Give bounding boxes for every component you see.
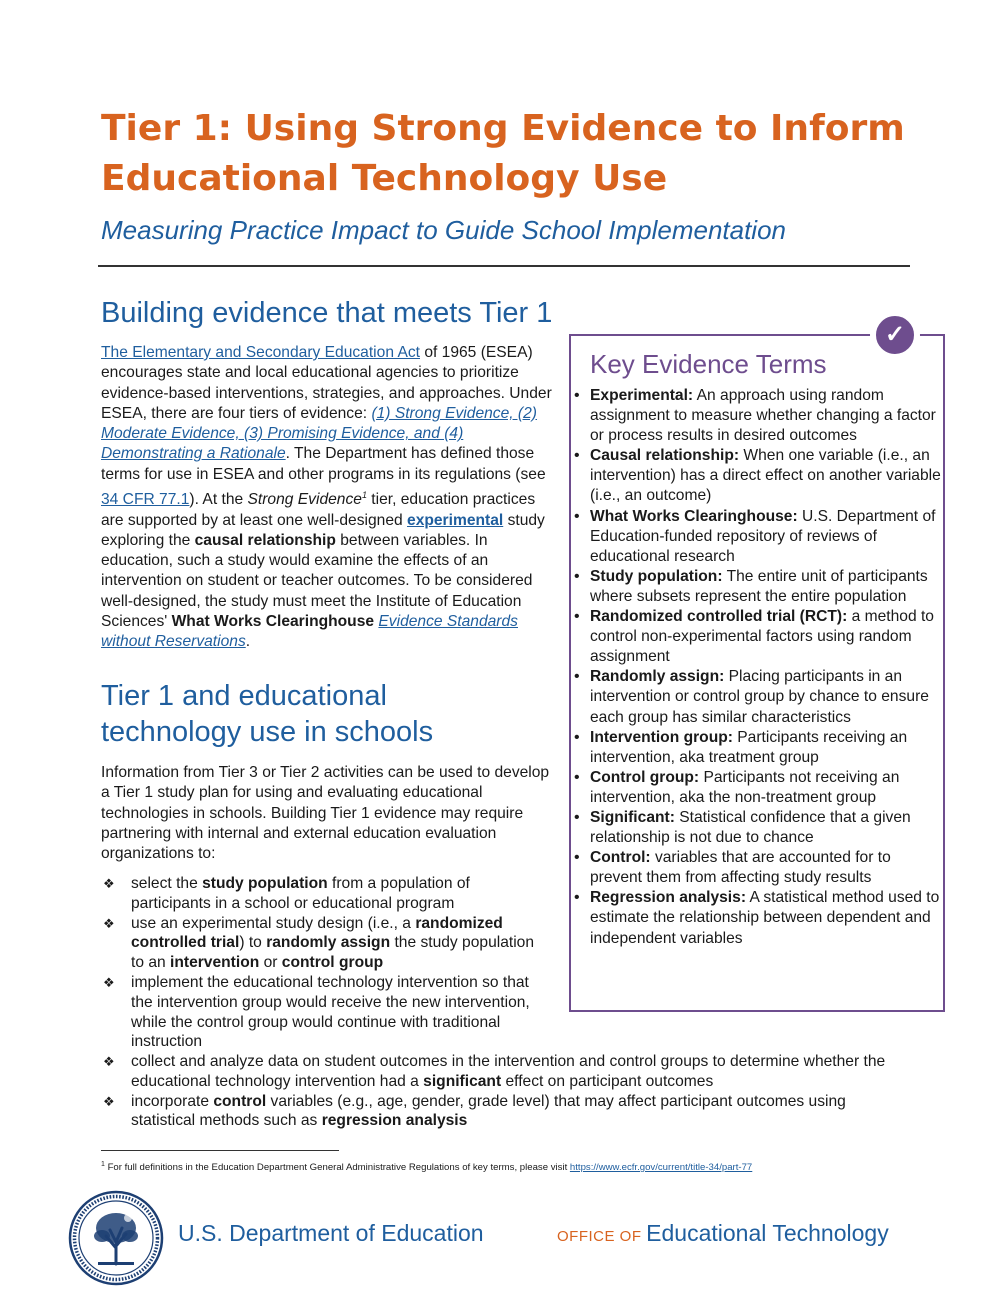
list-item	[574, 808, 944, 848]
bullet-term: regression analysis	[321, 1112, 468, 1130]
bullet-diamond-icon: ❖	[103, 915, 115, 931]
bullet-term: study population	[202, 875, 328, 892]
bullet-diamond-icon: ❖	[103, 974, 115, 990]
checkmark-icon: ✓	[870, 310, 920, 360]
term-definition: U.S. Department of Education-funded repository of reviews of educational research	[590, 507, 936, 565]
term-name: Significant:	[590, 808, 675, 826]
section1-text-6: between variables. In education, such a study would examine the effects of an intervention on student or teacher outcomes. To be considered well-designed, the study must meet the Institute of Education Sciences'	[101, 531, 533, 631]
term-definition: a method to control non-experimental factors using random assignment	[590, 608, 934, 666]
section2-heading-line2: technology use in schools	[101, 716, 434, 748]
bullet-text: use an experimental study design (i.e., a	[131, 914, 416, 932]
term-definition: Participants receiving an intervention, aka treatment group	[590, 728, 908, 766]
wwc-term: What Works Clearinghouse	[171, 613, 375, 631]
section1-text-5: study exploring the	[101, 511, 545, 549]
section1-text-1: of 1965 (ESEA) encourages state and local educational agencies to prioritize evidence-based interventions, strategies, and approaches. Under ESEA, there are four tiers of evidence:	[101, 344, 552, 422]
term-name: Intervention group:	[590, 728, 733, 746]
bullet-text: select the	[131, 875, 203, 892]
term-name: Randomly assign:	[590, 668, 725, 686]
bullet-diamond-icon: ❖	[103, 1054, 115, 1069]
term-name: Randomized controlled trial (RCT):	[590, 608, 848, 626]
page-title	[101, 104, 921, 204]
bullet-diamond-icon: ❖	[103, 876, 115, 891]
section2-bullet-list-bottom	[101, 1052, 901, 1131]
list-item	[101, 973, 541, 1052]
bullet-term: intervention	[170, 954, 260, 972]
footnote	[101, 1161, 752, 1173]
list-item	[574, 888, 944, 948]
bullet-diamond-icon: ❖	[103, 1093, 115, 1109]
bullet-term: control group	[281, 954, 384, 972]
term-definition: Participants not receiving an intervention, aka the non-treatment group	[590, 768, 900, 806]
strong-evidence-term: Strong Evidence	[247, 491, 362, 509]
section1-text-4: tier, education practices are supported by at least one well-designed	[101, 491, 536, 529]
term-name: Regression analysis:	[590, 889, 747, 907]
term-name: Experimental:	[590, 387, 694, 404]
bullet-text: variables (e.g., age, gender, grade level) that may affect participant outcomes using statistical methods such as	[131, 1092, 846, 1130]
esea-link[interactable]: The Elementary and Secondary Education Act	[101, 344, 420, 361]
experimental-link[interactable]: experimental	[407, 511, 504, 529]
bullet-text: ) to	[239, 934, 267, 952]
section1-heading: Building evidence that meets Tier 1	[101, 297, 553, 329]
bullet-text: implement the educational technology intervention so that the intervention group would receive the new intervention, while the control group would continue with traditional instruction	[131, 973, 530, 1051]
bullet-text: or	[259, 954, 282, 972]
bullet-term: randomly assign	[266, 934, 391, 952]
section1-text-2: . The Department has defined those terms for use in ESEA and other programs in its regulations (see	[101, 445, 546, 483]
bullet-term: significant	[423, 1072, 502, 1090]
list-item	[574, 667, 944, 727]
term-name: Causal relationship:	[590, 447, 740, 465]
list-item	[574, 768, 944, 808]
term-definition: The entire unit of participants where subsets represent the entire population	[590, 567, 928, 605]
term-definition: variables that are accounted for to prevent them from affecting study results	[590, 849, 891, 887]
header-divider	[98, 265, 910, 267]
page-title-line2: Educational Technology Use	[101, 158, 668, 199]
office-title: Educational Technology	[646, 1220, 889, 1246]
list-item	[101, 1092, 901, 1132]
section1-text-3: ). At the	[189, 491, 248, 509]
footnote-marker: 1	[361, 490, 367, 501]
list-item	[574, 728, 944, 768]
list-item	[101, 914, 541, 973]
list-item	[574, 567, 944, 607]
term-definition: Statistical confidence that a given relationship is not due to chance	[590, 808, 911, 847]
page-title-line1: Tier 1: Using Strong Evidence to Inform	[101, 108, 905, 149]
page-subtitle: Measuring Practice Impact to Guide School Implementation	[101, 215, 787, 245]
bullet-text: effect on participant outcomes	[501, 1072, 714, 1090]
section2-heading	[101, 678, 433, 750]
term-name: What Works Clearinghouse:	[590, 507, 798, 525]
bullet-text: from a population of participants in a school or educational program	[131, 875, 470, 912]
department-name: U.S. Department of Education	[178, 1220, 484, 1246]
bullet-term: randomized controlled trial	[131, 914, 503, 952]
cfr-link[interactable]: 34 CFR 77.1	[101, 491, 190, 509]
term-name: Control group:	[590, 768, 700, 786]
bullet-text: incorporate	[131, 1092, 214, 1110]
department-seal-icon	[68, 1190, 164, 1286]
list-item	[574, 607, 944, 667]
list-item	[574, 446, 944, 506]
section1-paragraph	[101, 343, 553, 653]
bullet-text: the study population to an	[131, 934, 535, 972]
section2-heading-line1: Tier 1 and educational	[101, 680, 387, 712]
key-terms-title: Key Evidence Terms	[590, 349, 827, 379]
key-terms-list	[574, 386, 944, 949]
bullet-term: control	[213, 1092, 267, 1110]
ecfr-link[interactable]: https://www.ecfr.gov/current/title-34/part-77	[569, 1162, 753, 1174]
list-item	[574, 386, 944, 446]
section2-bullet-list-top	[101, 874, 541, 1052]
office-prefix: OFFICE OF	[557, 1228, 647, 1245]
footnote-text: For full definitions in the Education Department General Administrative Regulations of key terms, please visit	[104, 1162, 570, 1174]
term-definition: Placing participants in an intervention or control group by chance to ensure each group has similar characteristics	[590, 668, 929, 726]
term-definition: An approach using random assignment to measure whether changing a factor or process results in desired outcomes	[590, 387, 936, 445]
section1-text-8: .	[245, 633, 251, 651]
term-name: Study population:	[590, 567, 723, 585]
causal-relationship-term: causal relationship	[194, 531, 336, 549]
section2-intro: Information from Tier 3 or Tier 2 activities can be used to develop a Tier 1 study plan for using and evaluating educational technologies in schools. Building Tier 1 evidence may require partnering with internal and external education evaluation organizations to:	[101, 764, 550, 863]
evidence-standards-link[interactable]: Evidence Standards without Reservations	[101, 613, 518, 651]
evidence-tiers-link[interactable]: (1) Strong Evidence, (2) Moderate Evidence, (3) Promising Evidence, and (4) Demonstrating a Rationale	[101, 404, 537, 463]
list-item	[574, 848, 944, 888]
list-item	[101, 1052, 901, 1092]
term-definition: When one variable (i.e., an intervention) has a direct effect on another variable (i.e., an outcome)	[590, 447, 941, 505]
footnote-divider	[101, 1150, 339, 1151]
bullet-text: collect and analyze data on student outcomes in the intervention and control groups to determine whether the educational technology intervention had a	[131, 1053, 886, 1090]
term-definition: A statistical method used to estimate the relationship between dependent and independent variables	[590, 889, 940, 947]
list-item	[574, 507, 944, 567]
list-item	[101, 874, 541, 914]
footnote-number: 1	[101, 1161, 105, 1168]
office-name	[557, 1220, 889, 1247]
term-name: Control:	[590, 849, 651, 867]
